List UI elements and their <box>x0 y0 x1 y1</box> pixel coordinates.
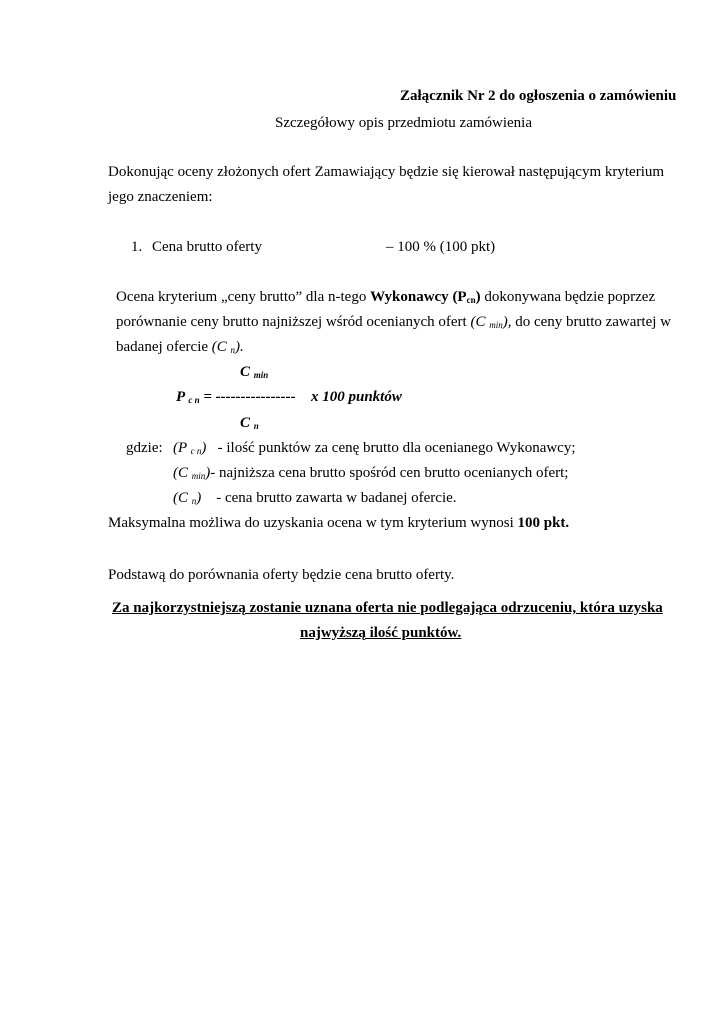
criteria-number: 1. <box>131 239 143 255</box>
description-line-1: Ocena kryterium „ceny brutto” dla n-tego Wykonawcy $(P_{cn})$ dokonywana będzie poprzez <box>116 289 656 305</box>
formula-numerator: C $_{min}$ <box>240 364 269 380</box>
formula-denominator: C $_n$ <box>240 415 259 431</box>
legend-item: (C $_n$) - cena brutto zawarta w badanej ofercie. <box>173 490 457 506</box>
conclusion-line-1: Za najkorzystniejszą zostanie uznana oferta nie podlegająca odrzuceniu, która uzyska <box>112 600 663 616</box>
description-line-2: porównanie ceny brutto najniższej wśród ocenianych ofert (C $_{min}$), do ceny brutto zawartej w <box>116 314 671 330</box>
intro-line-1: Dokonując oceny złożonych ofert Zamawiający będzie się kierował następującym kryterium <box>108 164 665 180</box>
max-score-line: Maksymalna możliwa do uzyskania ocena w tym kryterium wynosi 100 pkt. <box>108 515 570 531</box>
conclusion-line-2: najwyższą ilość punktów. <box>300 625 462 641</box>
formula-multiplier: x 100 punktów <box>311 389 402 405</box>
intro-line-2: jego znaczeniem: <box>108 189 213 205</box>
formula-main-line: P $_{c n}$ = ---------------- <box>176 389 296 405</box>
attachment-title: Załącznik Nr 2 do ogłoszenia o zamówieniu <box>400 88 677 104</box>
comparison-basis: Podstawą do porównania oferty będzie cena brutto oferty. <box>108 567 455 583</box>
legend-label: gdzie: <box>126 440 163 456</box>
legend-item: (P $_{c n}$) - ilość punktów za cenę brutto dla ocenianego Wykonawcy; <box>173 440 576 456</box>
description-line-3: badanej ofercie (C $_n$). <box>116 339 244 355</box>
criteria-name: Cena brutto oferty <box>152 239 262 255</box>
document-subtitle: Szczegółowy opis przedmiotu zamówienia <box>275 115 533 131</box>
criteria-weight: – 100 % (100 pkt) <box>386 239 496 255</box>
legend-item: (C $_{min}$)- najniższa cena brutto spośród cen brutto ocenianych ofert; <box>173 465 569 481</box>
